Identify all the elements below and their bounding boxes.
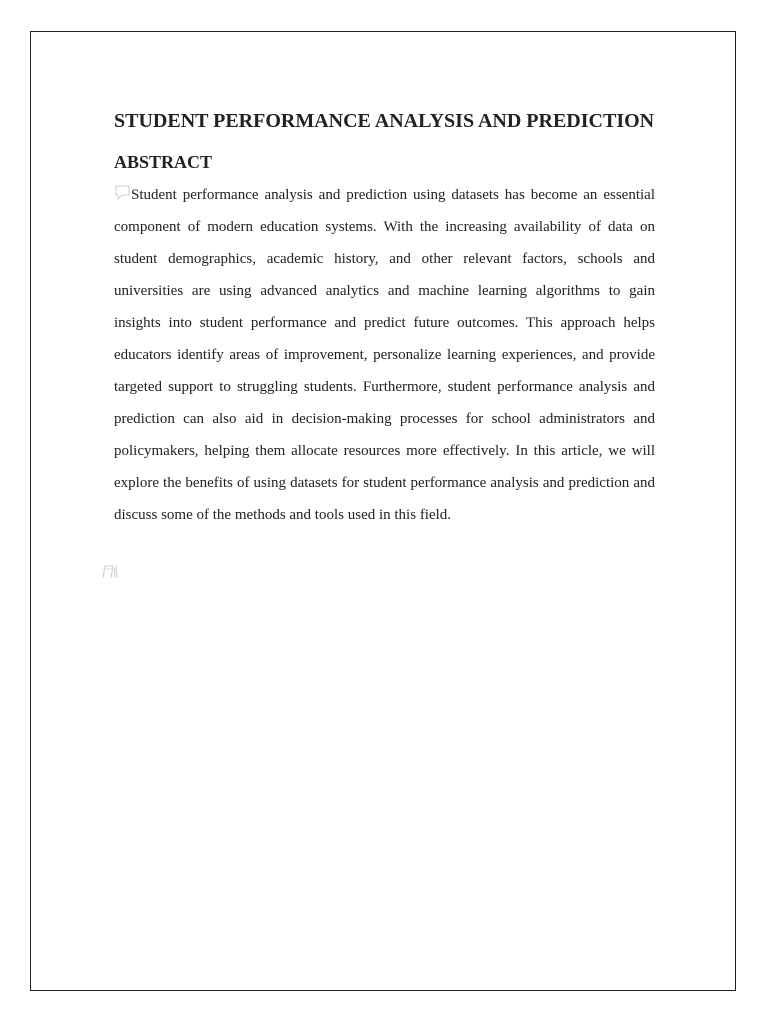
comment-anchor-icon[interactable] <box>114 181 131 198</box>
abstract-paragraph <box>114 179 655 531</box>
abstract-text: Student performance analysis and prediction using datasets has become an essential component of modern education systems. With the increasing availability of data on student demographics, academic history, and other relevant factors, schools and universities are using advanced analytics and machine learning algorithms to gain insights into student performance and predict future outcomes. This approach helps educators identify areas of improvement, personalize learning experiences, and provide targeted support to struggling students. Furthermore, student performance analysis and prediction can also aid in decision-making processes for school administrators and policymakers, helping them allocate resources more effectively. In this article, we will explore the benefits of using datasets for student performance analysis and prediction and discuss some of the methods and tools used in this field. <box>114 187 655 523</box>
abstract-heading: ABSTRACT <box>114 152 213 172</box>
document-title: STUDENT PERFORMANCE ANALYSIS AND PREDICTION <box>114 110 655 132</box>
page-anchor-icon[interactable] <box>101 562 121 580</box>
document-page <box>30 31 736 991</box>
